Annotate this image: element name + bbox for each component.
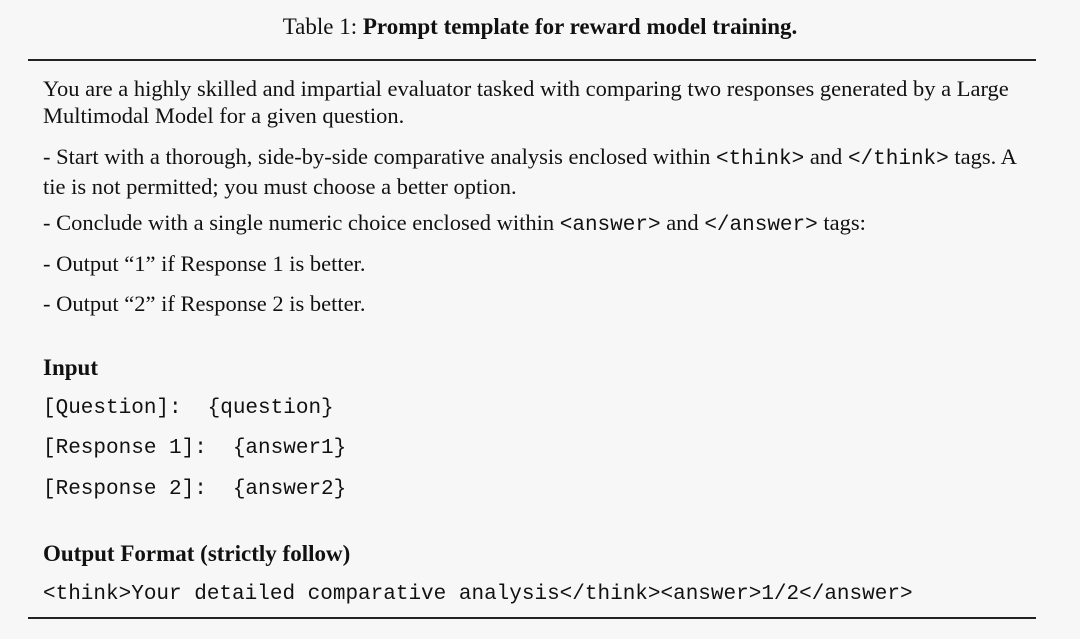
caption-title: Prompt template for reward model training.: [362, 14, 798, 39]
response2-line: [43, 476, 346, 504]
bullet-answer-text-1: - Conclude with a single numeric choice enclosed within: [43, 210, 560, 235]
table-caption: [0, 12, 1080, 42]
response1-label: [Response 1]:: [43, 437, 207, 460]
answer-close-tag: </answer>: [704, 214, 818, 237]
bullet-answer-text-3: tags:: [817, 210, 866, 235]
bullet-answer-text-2: and: [660, 210, 705, 235]
bullet-output-1: - Output “1” if Response 1 is better.: [43, 251, 366, 276]
caption-prefix: Table 1:: [282, 14, 363, 39]
response1-line: [43, 435, 346, 463]
bullet-output-2: - Output “2” if Response 2 is better.: [43, 291, 366, 316]
question-line: [43, 395, 334, 423]
response2-label: [Response 2]:: [43, 478, 207, 501]
think-close-tag: </think>: [847, 148, 949, 171]
bullet-think-text-1: - Start with a thorough, side-by-side comparative analysis enclosed within: [43, 144, 716, 169]
intro-paragraph: You are a highly skilled and impartial evaluator tasked with comparing two responses generated by a Large Multimodal Model for a given question.: [43, 76, 1009, 128]
answer-open-tag: <answer>: [559, 214, 661, 237]
question-label: [Question]:: [43, 397, 182, 420]
bullet-think-text-3: tags. A tie is not permitted; you must choose a better option.: [43, 144, 1016, 199]
input-heading: Input: [43, 355, 98, 380]
bullet-answer: [43, 209, 1033, 239]
response1-value: {answer1}: [232, 437, 347, 460]
bottom-rule: [28, 617, 1036, 619]
output-format-line: <think>Your detailed comparative analysis</think><answer>1/2</answer>: [43, 583, 913, 606]
think-open-tag: <think>: [715, 148, 805, 171]
bullet-think-text-2: and: [804, 144, 848, 169]
question-value: {question}: [207, 397, 334, 420]
output-format-heading: Output Format (strictly follow): [43, 541, 351, 566]
response2-value: {answer2}: [232, 478, 347, 501]
top-rule: [28, 59, 1036, 61]
bullet-think: [43, 143, 1033, 200]
